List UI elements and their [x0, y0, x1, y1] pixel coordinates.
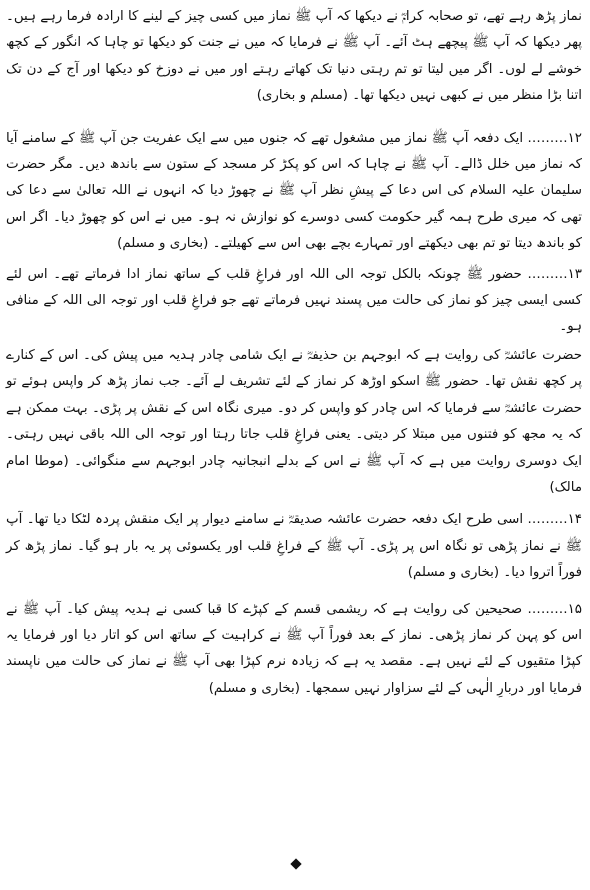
paragraph-13: ۱۳……… حضور ﷺ چونکہ بالکل توجہ الی اللہ اور فراغِ قلب کے ساتھ نماز ادا فرماتے تھے۔ اس لئے کسی ایسی چیز کو نماز کی حالت میں پسند نہیں فرماتے تھے جو فراغِ قلب اور توجہ الی اللہ کے منافی ہو۔	[6, 266, 582, 335]
paragraph-aisha-narration: حضرت عائشہؓ کی روایت ہے کہ ابوجہم بن حذیفہؓ نے ایک شامی چادر ہدیہ میں پیش کی۔ اس کے کنارے پر کچھ نقش تھا۔ حضور ﷺ اسکو اوڑھ کر نماز کے لئے تشریف لے آئے۔ جب نماز پڑھ کر واپس ہوئے تو حضرت عائشہؓ سے فرمایا کہ اس چادر کو واپس کر دو۔ میری نگاہ اس کے نقش پر پڑی۔ بہت ممکن ہے کہ یہ مجھ کو فتنوں میں مبتلا کر دیتی۔ یعنی فراغِ قلب جاتا رہتا اور توجہ الی اللہ باقی نہیں رہتی۔ ایک دوسری روایت میں ہے کہ آپ ﷺ نے اس کے بدلے انبجانیہ چادر ابوجہم سے منگوائی۔ (موطا امام مالک)	[6, 347, 582, 495]
paragraph-continuation: نماز پڑھ رہے تھے، تو صحابہ کرامؓ نے دیکھا کہ آپ ﷺ نماز میں کسی چیز کے لینے کا ارادہ فرما رہے ہیں۔ پھر دیکھا کہ آپ ﷺ پیچھے ہٹ آئے۔ آپ ﷺ نے فرمایا کہ میں نے جنت کو دیکھا تو چاہا کہ انگور کے کچھ خوشے لے لوں۔ اگر میں لیتا تو تم رہتی دنیا تک کھاتے رہتے اور میں نے دوزخ کو دیکھا اور آج کے دن تک اتنا بڑا منظر میں نے کبھی نہیں دیکھا تھا۔ (مسلم و بخاری)	[6, 9, 582, 104]
page-end-mark	[290, 858, 301, 869]
paragraph-14: ۱۴……… اسی طرح ایک دفعہ حضرت عائشہ صدیقہؓ نے سامنے دیوار پر ایک منقش پردہ لٹکا دیا تھا۔ آپ ﷺ نے نماز پڑھی تو نگاہ اس پر پڑی۔ آپ ﷺ کے فراغِ قلب اور یکسوئی پر یہ بار ہو گیا۔ نماز پڑھ کر فوراً اتروا دیا۔ (بخاری و مسلم)	[6, 512, 582, 581]
paragraph-12: ۱۲……… ایک دفعہ آپ ﷺ نماز میں مشغول تھے کہ جنوں میں سے ایک عفریت جن آپ ﷺ کے سامنے آیا کہ نماز میں خلل ڈالے۔ آپ ﷺ نے چاہا کہ اس کو پکڑ کر مسجد کے ستون سے باندھ دیں۔ مگر حضرت سلیمان علیہ السلام کی اس دعا کے پیشِ نظر آپ ﷺ نے چھوڑ دیا کہ انہوں نے اللہ تعالیٰ سے دعا کی تھی کہ میری طرح ہمہ گیر حکومت کسی دوسرے کو نوازش نہ ہو۔ میں نے اس کو چھوڑ دیا۔ اگر اس کو باندھ دیتا تو تم بھی دیکھتے اور تمہارے بچے بھی اس سے کھیلتے۔ (بخاری و مسلم)	[6, 130, 582, 252]
paragraph-15: ۱۵……… صحیحین کی روایت ہے کہ ریشمی قسم کے کپڑے کا قبا کسی نے ہدیہ پیش کیا۔ آپ ﷺ نے اس کو پہن کر نماز پڑھی۔ نماز کے بعد فوراً آپ ﷺ نے کراہیت کے ساتھ اس کو اتار دیا اور فرمایا یہ کپڑا متقیوں کے لئے نہیں ہے۔ مقصد یہ ہے کہ زیادہ نرم کپڑا بھی آپ ﷺ نے نماز کی حالت میں ناپسند فرمایا اور دربارِ الٰہی کے لئے سزاوار نہیں سمجھا۔ (بخاری و مسلم)	[6, 601, 582, 696]
